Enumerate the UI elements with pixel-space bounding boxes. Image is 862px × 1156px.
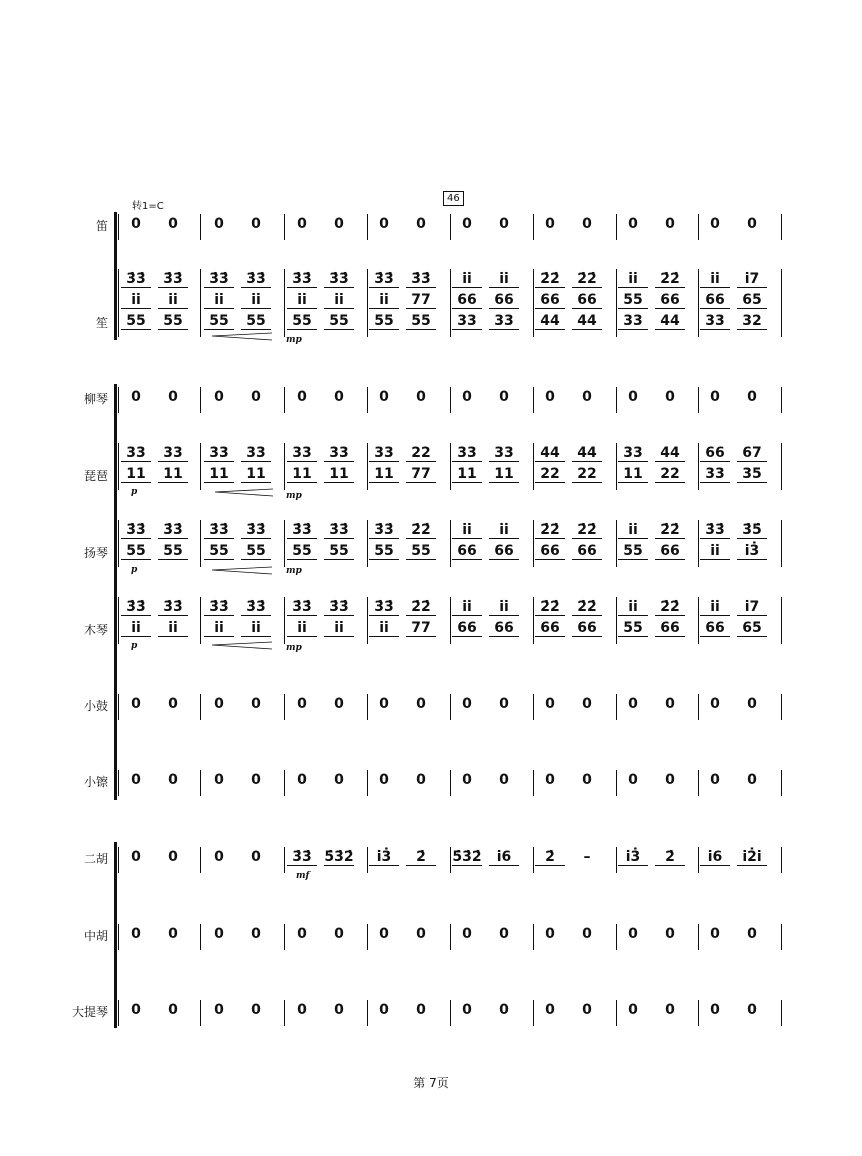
note: 0	[747, 772, 757, 788]
note: i̇6	[489, 849, 519, 866]
note: 66	[572, 620, 602, 637]
note: i̇i̇	[324, 292, 354, 309]
note: 33	[287, 445, 317, 462]
note: 0	[214, 849, 224, 865]
note: 44	[655, 445, 685, 462]
note: 3̇5̇	[737, 522, 767, 539]
note: 22	[655, 466, 685, 483]
note: 33	[204, 445, 234, 462]
page-number: 第 7页	[413, 1076, 449, 1090]
crescendo-hairpin	[212, 642, 272, 649]
note: 66	[452, 292, 482, 309]
note: 55	[369, 543, 399, 560]
dynamic-muqin-p: p	[131, 641, 138, 651]
note: 2̇	[655, 849, 685, 866]
dynamic-erhu-mf: mf	[296, 871, 310, 881]
note: 3̇3̇	[369, 271, 399, 288]
dynamic-pipa-mp: mp	[286, 491, 302, 501]
note: 66	[700, 292, 730, 309]
note: 66	[452, 543, 482, 560]
note: 0	[297, 696, 307, 712]
note: i̇i̇	[452, 522, 482, 539]
note: 0	[628, 772, 638, 788]
note: 3̇3̇	[287, 599, 317, 616]
note: 0	[131, 1002, 141, 1018]
instrument-label: 琵琶	[83, 469, 108, 483]
note: 55	[121, 313, 151, 330]
note: 0	[747, 389, 757, 405]
note: 33	[700, 466, 730, 483]
note: 0	[628, 1002, 638, 1018]
note: 55	[241, 543, 271, 560]
note: 77	[406, 620, 436, 637]
note: i̇i̇	[204, 620, 234, 637]
note: 0	[334, 216, 344, 232]
note: 55	[287, 543, 317, 560]
note: 0	[628, 216, 638, 232]
crescendo-hairpin	[215, 489, 273, 496]
note: 0	[416, 389, 426, 405]
note: i̇i̇	[241, 292, 271, 309]
note: 0	[416, 772, 426, 788]
note: 0	[214, 216, 224, 232]
note: 0	[131, 772, 141, 788]
note: 2̇2̇	[572, 271, 602, 288]
note: 2̇2̇	[572, 522, 602, 539]
note: 0	[462, 216, 472, 232]
note: 33	[121, 445, 151, 462]
note: 3̇3̇	[324, 599, 354, 616]
note: 0	[499, 389, 509, 405]
note: 0	[416, 926, 426, 942]
note: 0	[168, 389, 178, 405]
note: 0	[462, 772, 472, 788]
note: 0	[710, 772, 720, 788]
note: 3̇3̇	[369, 599, 399, 616]
note: i̇i̇	[121, 292, 151, 309]
note: 11	[452, 466, 482, 483]
note: 0	[710, 1002, 720, 1018]
note: 11	[324, 466, 354, 483]
note: 0	[214, 1002, 224, 1018]
note: 77	[406, 466, 436, 483]
note: 0	[168, 849, 178, 865]
note: 66	[535, 543, 565, 560]
note: i̇i̇	[241, 620, 271, 637]
note: i̇7	[737, 271, 767, 288]
note: 0	[334, 696, 344, 712]
note: 66	[535, 620, 565, 637]
note: 0	[710, 926, 720, 942]
note: 3̇3̇	[158, 271, 188, 288]
note: 11	[369, 466, 399, 483]
note: 0	[747, 696, 757, 712]
note: 0	[499, 216, 509, 232]
instrument-label: 中胡	[83, 929, 108, 943]
note: 55	[324, 543, 354, 560]
note: 0	[168, 216, 178, 232]
note: 66	[655, 620, 685, 637]
note: 66	[535, 292, 565, 309]
note: 55	[121, 543, 151, 560]
note: i̇i̇	[369, 292, 399, 309]
note: 2̇2̇	[572, 599, 602, 616]
note: 0	[379, 389, 389, 405]
note: 2̇	[535, 849, 565, 866]
note: 0	[168, 926, 178, 942]
note: 55	[618, 543, 648, 560]
note: 0	[582, 389, 592, 405]
note: 0	[665, 696, 675, 712]
note: i̇i̇	[287, 620, 317, 637]
note: 0	[214, 772, 224, 788]
note: i̇i̇	[618, 522, 648, 539]
note: 35	[737, 466, 767, 483]
note: 0	[168, 696, 178, 712]
note: i̇3̇	[369, 849, 399, 866]
note: 0	[665, 772, 675, 788]
note: i̇i̇	[158, 620, 188, 637]
dynamic-pipa-p: p	[131, 487, 138, 497]
note: 0	[251, 1002, 261, 1018]
note: 0	[416, 216, 426, 232]
note: 66	[572, 292, 602, 309]
note: 0	[168, 1002, 178, 1018]
note: 33	[241, 445, 271, 462]
note: 0	[297, 772, 307, 788]
note: 0	[628, 926, 638, 942]
note: 0	[499, 1002, 509, 1018]
note: 0	[379, 1002, 389, 1018]
note: 44	[535, 445, 565, 462]
note: 0	[416, 696, 426, 712]
dynamic-yangqin-p: p	[131, 565, 138, 575]
instrument-label: 小镲	[83, 775, 108, 789]
note: 2̇2̇	[535, 271, 565, 288]
note: 66	[700, 620, 730, 637]
note: 3̇3̇	[287, 849, 317, 866]
note: 0	[545, 772, 555, 788]
key-change: 转1=C	[132, 201, 164, 212]
note: 0	[214, 926, 224, 942]
note: 0	[214, 389, 224, 405]
note: 0	[545, 926, 555, 942]
note: 0	[665, 389, 675, 405]
dynamic-yangqin-mp: mp	[286, 566, 302, 576]
note: 55	[241, 313, 271, 330]
note: i̇3̇	[618, 849, 648, 866]
note: i̇i̇	[452, 271, 482, 288]
note: 0	[499, 772, 509, 788]
note: 65	[737, 620, 767, 637]
note: 67	[737, 445, 767, 462]
note: 3̇3̇	[121, 522, 151, 539]
note: 55	[324, 313, 354, 330]
note: 2̇2̇	[655, 271, 685, 288]
note: 32	[737, 313, 767, 330]
note: 0	[747, 926, 757, 942]
note: 0	[747, 216, 757, 232]
note: 55	[618, 620, 648, 637]
note: i̇6	[700, 849, 730, 866]
note: 66	[700, 445, 730, 462]
note: 33	[452, 445, 482, 462]
note: 0	[582, 772, 592, 788]
note: 33	[489, 313, 519, 330]
note: i̇i̇	[121, 620, 151, 637]
instrument-label: 小鼓	[83, 699, 108, 713]
note: 11	[287, 466, 317, 483]
note: 0	[499, 926, 509, 942]
note: 3̇3̇	[324, 522, 354, 539]
note: 3̇3̇	[369, 522, 399, 539]
note: 0	[251, 216, 261, 232]
instrument-label: 扬琴	[83, 546, 108, 560]
note: 0	[582, 1002, 592, 1018]
note: 11	[241, 466, 271, 483]
note: 33	[158, 445, 188, 462]
note: 66	[655, 292, 685, 309]
instrument-label: 笛	[95, 219, 108, 233]
note: 0	[214, 696, 224, 712]
note: 33	[369, 445, 399, 462]
note: 11	[489, 466, 519, 483]
note: 2̇2̇	[535, 522, 565, 539]
note: 3̇3̇	[241, 271, 271, 288]
dynamic-muqin-mp: mp	[286, 643, 302, 653]
note: 0	[462, 389, 472, 405]
note: 5̇3̇2̇	[452, 849, 482, 865]
note: 3̇3̇	[158, 522, 188, 539]
note: 0	[665, 926, 675, 942]
note: 0	[334, 1002, 344, 1018]
note: 22	[535, 466, 565, 483]
note: 0	[297, 926, 307, 942]
note: 33	[324, 445, 354, 462]
note: 0	[499, 696, 509, 712]
note: 0	[131, 849, 141, 865]
note: 0	[582, 216, 592, 232]
note: 0	[665, 216, 675, 232]
note: i̇i̇	[324, 620, 354, 637]
note: 44	[535, 313, 565, 330]
note: i̇i̇	[618, 271, 648, 288]
note: 55	[158, 313, 188, 330]
note: 55	[204, 543, 234, 560]
note: 0	[462, 1002, 472, 1018]
note: 55	[158, 543, 188, 560]
note: 2̇2̇	[535, 599, 565, 616]
note: 3̇3̇	[287, 271, 317, 288]
note: 0	[710, 696, 720, 712]
note: 66	[655, 543, 685, 560]
note: 0	[628, 696, 638, 712]
note: 3̇3̇	[121, 599, 151, 616]
note: i̇2̇i̇	[737, 849, 767, 866]
note: 22	[406, 445, 436, 462]
note: 3̇3̇	[324, 271, 354, 288]
note: i̇7	[737, 599, 767, 616]
note: 0	[131, 926, 141, 942]
note: 3̇3̇	[287, 522, 317, 539]
note: 3̇3̇	[700, 522, 730, 539]
note: 2̇2̇	[406, 522, 436, 539]
note: i̇i̇	[489, 271, 519, 288]
note: 11	[618, 466, 648, 483]
note: i̇i̇	[700, 599, 730, 616]
instrument-label: 柳琴	[83, 392, 108, 406]
note: 66	[489, 292, 519, 309]
note: i̇i̇	[489, 599, 519, 616]
note: 0	[379, 926, 389, 942]
note: 55	[369, 313, 399, 330]
note: i̇i̇	[618, 599, 648, 616]
note: i̇i̇	[700, 543, 730, 560]
note: i̇i̇	[452, 599, 482, 616]
note: 0	[545, 389, 555, 405]
note: 0	[131, 696, 141, 712]
crescendo-hairpin	[212, 333, 272, 340]
note: 2̇2̇	[655, 599, 685, 616]
instrument-label: 木琴	[83, 623, 108, 637]
note: 0	[379, 696, 389, 712]
note: 66	[452, 620, 482, 637]
note: 22	[572, 466, 602, 483]
note: 0	[334, 772, 344, 788]
note: 66	[572, 543, 602, 560]
note: 0	[251, 772, 261, 788]
note: 3̇3̇	[204, 271, 234, 288]
note: 3̇3̇	[204, 599, 234, 616]
note: 0	[168, 772, 178, 788]
note: 77	[406, 292, 436, 309]
note: 3̇3̇	[158, 599, 188, 616]
dynamic-sheng-mp: mp	[286, 335, 302, 345]
note: 3̇3̇	[241, 522, 271, 539]
note: 33	[489, 445, 519, 462]
note: 0	[379, 216, 389, 232]
note: i̇i̇	[204, 292, 234, 309]
note: 0	[251, 696, 261, 712]
note: 3̇3̇	[406, 271, 436, 288]
note: i̇3̇	[737, 543, 767, 560]
note: 3̇3̇	[241, 599, 271, 616]
instrument-label: 二胡	[83, 852, 108, 866]
note: 0	[297, 1002, 307, 1018]
note: 66	[489, 620, 519, 637]
note: 0	[545, 216, 555, 232]
note: 0	[379, 772, 389, 788]
note: 0	[131, 216, 141, 232]
note: 0	[747, 1002, 757, 1018]
note: 44	[572, 445, 602, 462]
crescendo-hairpin	[212, 567, 272, 574]
note: 0	[462, 696, 472, 712]
note: i̇i̇	[700, 271, 730, 288]
note: 44	[572, 313, 602, 330]
rehearsal-mark: 46	[443, 191, 464, 206]
note: 5̇3̇2̇	[324, 849, 354, 865]
note: 0	[710, 216, 720, 232]
instrument-label: 笙	[95, 316, 108, 330]
note: 55	[204, 313, 234, 330]
note: 0	[710, 389, 720, 405]
note: 0	[297, 216, 307, 232]
note: 44	[655, 313, 685, 330]
note: 3̇3̇	[204, 522, 234, 539]
note: 33	[452, 313, 482, 330]
note: 0	[582, 926, 592, 942]
note: 0	[334, 389, 344, 405]
note: –	[583, 849, 591, 865]
note: i̇i̇	[369, 620, 399, 637]
note: 55	[287, 313, 317, 330]
note: i̇i̇	[287, 292, 317, 309]
note: 2̇2̇	[406, 599, 436, 616]
note: 3̇3̇	[121, 271, 151, 288]
note: 33	[700, 313, 730, 330]
note: 0	[131, 389, 141, 405]
instrument-label: 大提琴	[71, 1005, 108, 1019]
note: 0	[665, 1002, 675, 1018]
note: 33	[618, 313, 648, 330]
note: 0	[545, 1002, 555, 1018]
note: 0	[462, 926, 472, 942]
note: 0	[251, 849, 261, 865]
note: 65	[737, 292, 767, 309]
note: 55	[406, 543, 436, 560]
note: 0	[334, 926, 344, 942]
note: 66	[489, 543, 519, 560]
note: 11	[204, 466, 234, 483]
note: 11	[158, 466, 188, 483]
note: 0	[545, 696, 555, 712]
note: 0	[628, 389, 638, 405]
note: 0	[251, 926, 261, 942]
note: i̇i̇	[489, 522, 519, 539]
note: 0	[251, 389, 261, 405]
note: 55	[406, 313, 436, 330]
note: 11	[121, 466, 151, 483]
note: 0	[582, 696, 592, 712]
note: 0	[416, 1002, 426, 1018]
note: i̇i̇	[158, 292, 188, 309]
note: 2̇2̇	[655, 522, 685, 539]
note: 33	[618, 445, 648, 462]
note: 0	[297, 389, 307, 405]
note: 2̇	[406, 849, 436, 866]
note: 55	[618, 292, 648, 309]
